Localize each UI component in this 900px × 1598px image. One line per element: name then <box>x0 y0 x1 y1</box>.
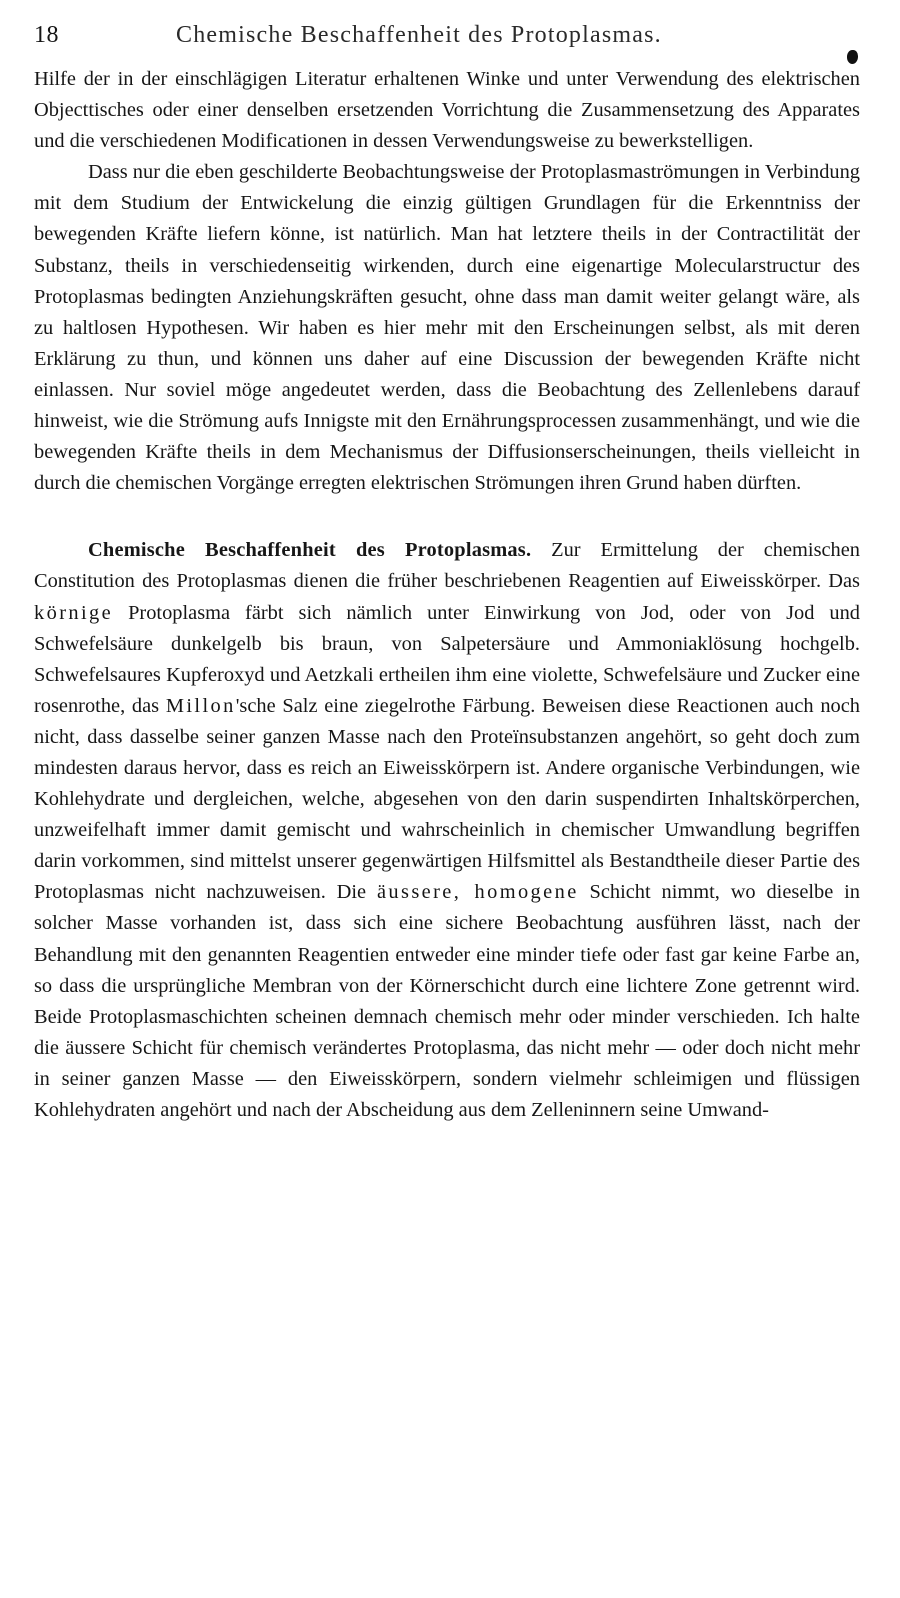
emphasis-aeussere-homogene: äussere, homogene <box>376 881 579 904</box>
paragraph-chemical-constitution <box>34 535 860 1126</box>
section-heading: Chemische Beschaffenheit des Protoplasmas. <box>88 539 532 562</box>
page-number: 18 <box>34 22 59 48</box>
emphasis-millon: Millon <box>165 694 236 717</box>
running-head <box>34 20 860 54</box>
paragraph-protoplasm-currents: Dass nur die eben geschilderte Beobachtungsweise der Protoplasmaströmungen in Verbindung mit dem Studium der Entwickelung die einzig gültigen Grundlagen für die Erkenntniss der bewegenden Kräfte liefern könne, ist natürlich. Man hat letztere theils in der Contractilität der Substanz, theils in verschiedenseitig wirkenden, durch eine eigenartige Molecularstructur des Protoplasmas bedingten Anziehungskräften gesucht, ohne dass man damit weiter gelangt wäre, als zu haltlosen Hypothesen. Wir haben es hier mehr mit den Erscheinungen selbst, als mit deren Erklärung zu thun, und können uns daher auf eine Discussion der bewegenden Kräfte nicht einlassen. Nur soviel möge angedeutet werden, dass die Beobachtung des Zellenlebens darauf hinweist, wie die Strömung aufs Innigste mit den Ernährungsprocessen zusammenhängt, und wie die bewegenden Kräfte theils in dem Mechanismus der Diffusionserscheinungen, theils vielleicht in durch die chemischen Vorgänge erregten elektrischen Strömungen ihren Grund haben dürften. <box>34 161 860 495</box>
emphasis-koernige: körnige <box>34 601 114 624</box>
section-text-part-1: Zur Ermittelung der chemischen Constitution des Protoplasmas dienen die früher beschriebenen Reagentien auf Eiweisskörper. Das <box>34 539 860 593</box>
section-gap <box>34 499 860 535</box>
ink-spot-mark <box>847 50 858 64</box>
section-text-part-3: 'sche Salz eine ziegelrothe Färbung. Beweisen diese Reactionen auch noch nicht, dass dasselbe seiner ganzen Masse nach den Proteïnsubstanzen angehört, so geht doch zum mindesten daraus hervor, dass es reich an Eiweisskörpern ist. Andere organische Verbindungen, wie Kohlehydrate und dergleichen, welche, abgesehen von den darin suspendirten Inhaltskörperchen, unzweifelhaft immer damit gemischt und wahrscheinlich in chemischer Umwandlung begriffen darin vorkommen, sind mittelst unserer gegenwärtigen Hilfsmittel als Bestandtheile dieser Partie des Protoplasmas nicht nachzuweisen. Die <box>34 694 861 904</box>
running-title: Chemische Beschaffenheit des Protoplasmas. <box>176 22 662 48</box>
book-page <box>34 20 860 1126</box>
section-text-part-2: Protoplasma färbt sich nämlich unter Einwirkung von Jod, oder von Jod und Schwefelsäure dunkelgelb bis braun, von Salpetersäure und Ammoniaklösung hochgelb. Schwefelsaures Kupferoxyd und Aetzkali ertheilen ihm eine violette, Schwefelsäure und Zucker eine rosenrothe, das <box>34 601 860 717</box>
section-text-part-4: Schicht nimmt, wo dieselbe in solcher Masse vorhanden ist, dass sich eine sichere Beobachtung ausführen lässt, nach der Behandlung mit den genannten Reagentien entweder eine minder tiefe oder fast gar keine Farbe an, so dass die ursprüngliche Membran von der Körnerschicht durch eine lichtere Zone getrennt wird. Beide Protoplasmaschichten scheinen demnach chemisch mehr oder minder verschieden. Ich halte die äussere Schicht für chemisch verändertes Protoplasma, das nicht mehr — oder doch nicht mehr in seiner ganzen Masse — den Eiweisskörpern, sondern vielmehr schleimigen und flüssigen Kohlehydraten angehört und nach der Abscheidung aus dem Zelleninnern seine Umwand- <box>34 881 860 1121</box>
paragraph-continuation: Hilfe der in der einschlägigen Literatur erhaltenen Winke und unter Verwendung des elektrischen Objecttisches oder einer denselben ersetzenden Vorrichtung die Zusammensetzung des Apparates und die verschiedenen Modificationen in dessen Verwendungsweise zu bewerkstelligen. <box>34 68 860 153</box>
